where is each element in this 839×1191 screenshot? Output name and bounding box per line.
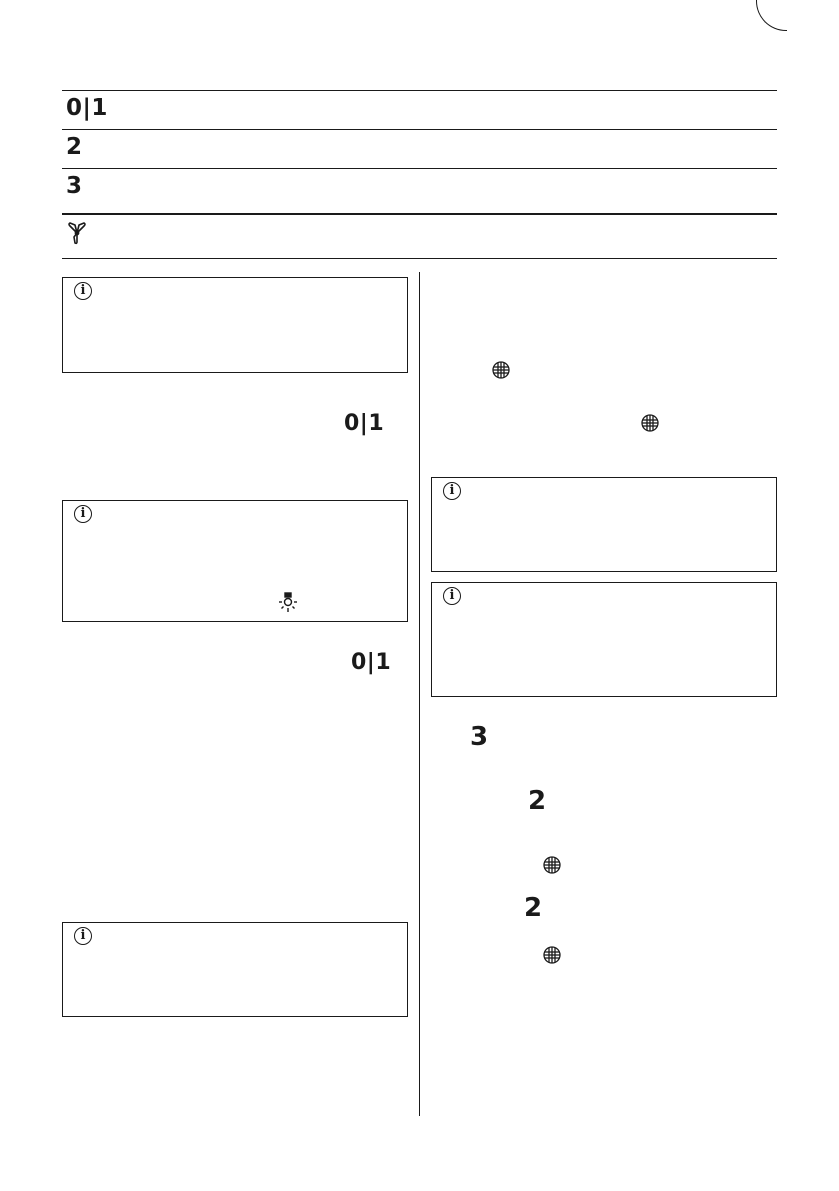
info-note [62, 922, 408, 1017]
on-off-symbol: 0|1 [344, 411, 385, 436]
symbol-table [62, 90, 777, 259]
table-row [62, 213, 777, 259]
info-note [62, 277, 408, 373]
grid-icon [543, 856, 561, 874]
level-3-symbol: 3 [66, 173, 83, 199]
info-icon: i [74, 282, 92, 300]
level-2-symbol: 2 [528, 786, 547, 816]
info-note [62, 500, 408, 622]
table-row [62, 129, 777, 168]
info-icon: i [443, 587, 461, 605]
on-off-symbol: 0|1 [66, 95, 108, 121]
crop-mark [756, 0, 787, 31]
table-row [62, 168, 777, 213]
grid-icon [641, 414, 659, 432]
info-icon: i [74, 927, 92, 945]
grid-icon [492, 361, 510, 379]
level-2-symbol: 2 [66, 134, 83, 160]
level-3-symbol: 3 [470, 722, 489, 752]
light-icon [277, 592, 299, 618]
column-divider [419, 272, 420, 1116]
fan-icon [66, 221, 88, 251]
info-note [431, 477, 777, 572]
grid-icon [543, 946, 561, 964]
on-off-symbol: 0|1 [351, 650, 392, 675]
info-icon: i [443, 482, 461, 500]
table-row [62, 90, 777, 129]
info-icon: i [74, 505, 92, 523]
info-note [431, 582, 777, 697]
level-2-symbol: 2 [524, 893, 543, 923]
